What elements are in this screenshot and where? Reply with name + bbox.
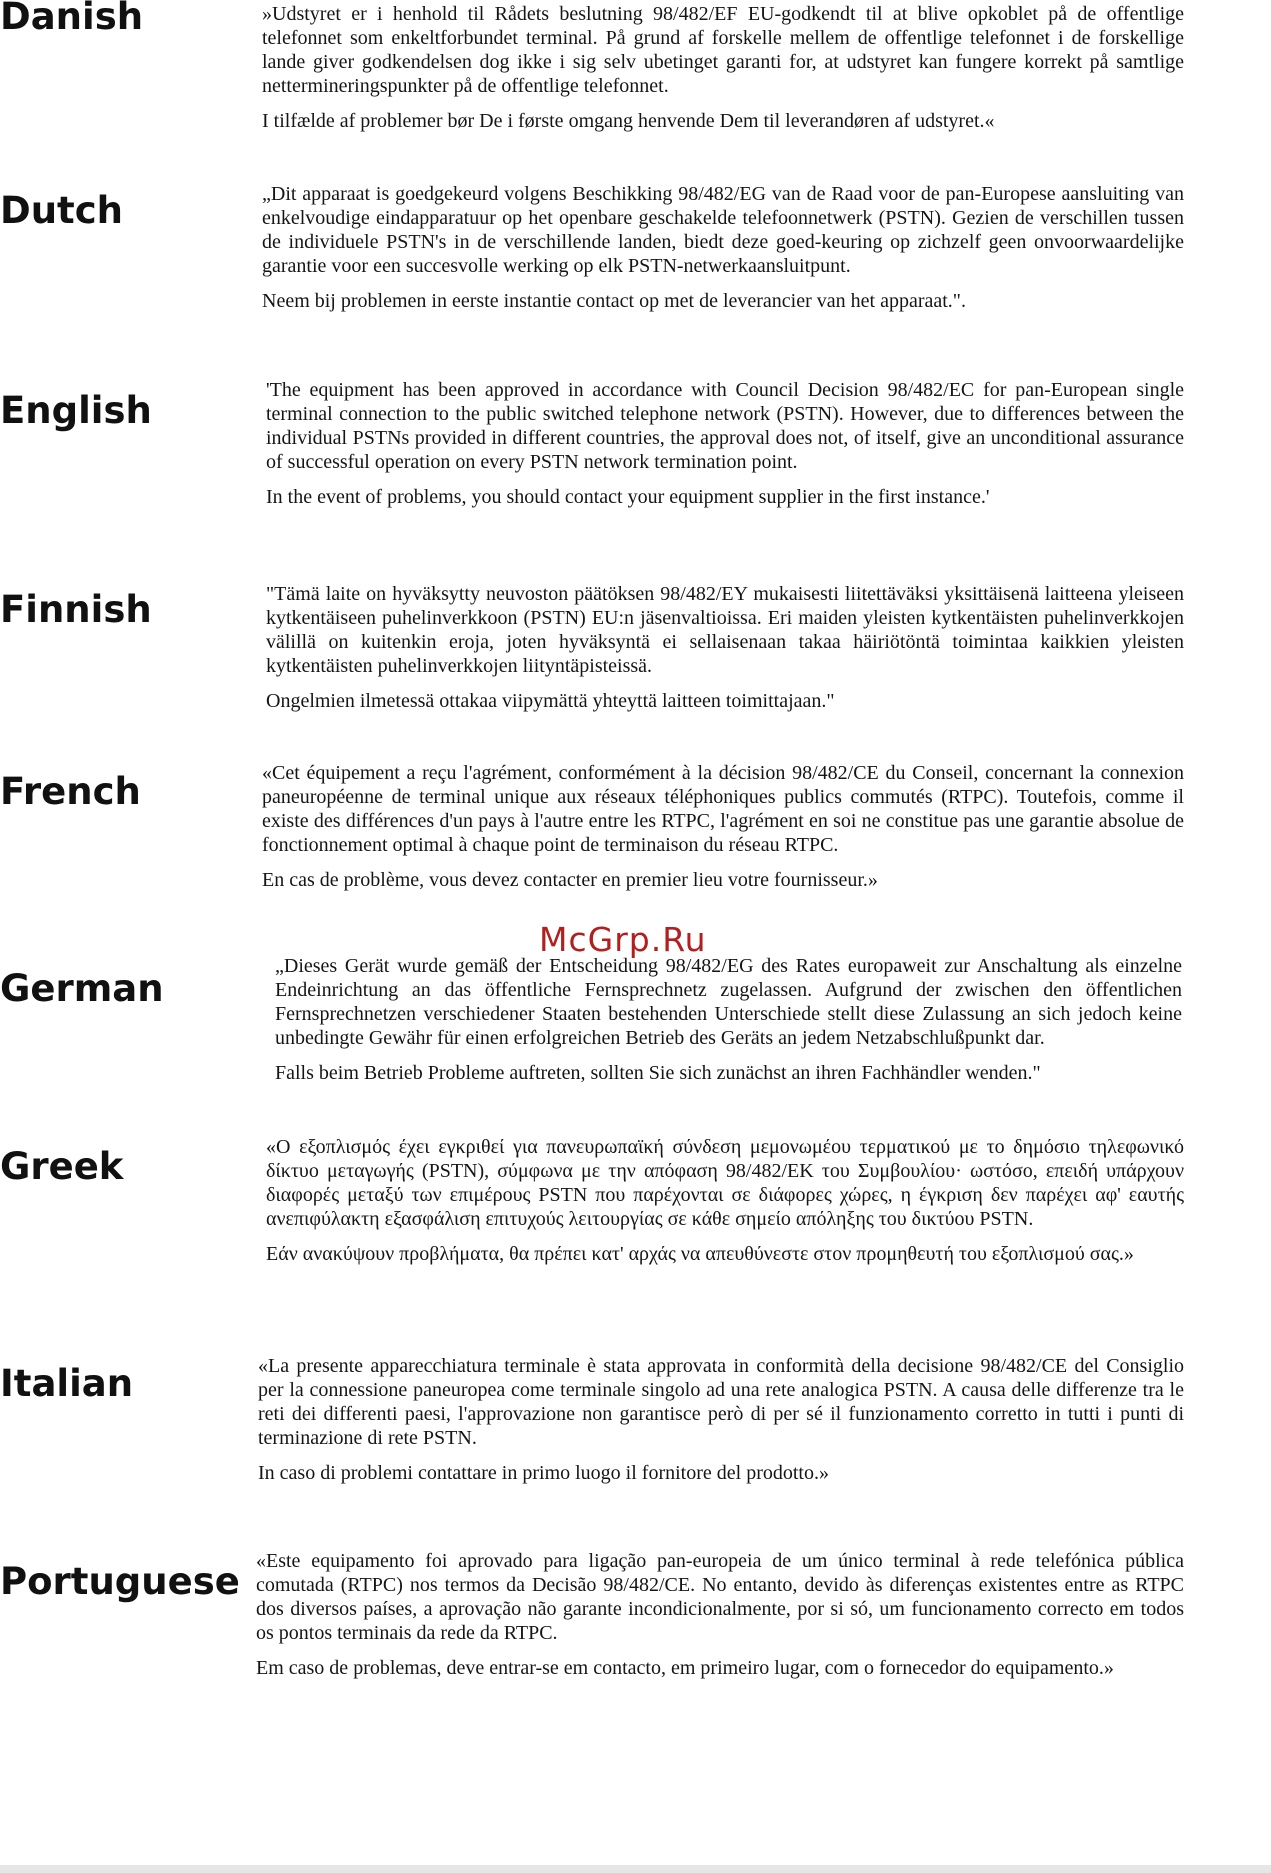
finnish-paragraph-1: "Tämä laite on hyväksytty neuvoston päätöksen 98/482/EY mukaisesti liitettäväksi yksittäisenä laitteena yleiseen kytkentäiseen puhelinverkkoon (PSTN) EU:n jäsenvaltioissa. Eri maiden yleisten kytkentäisten puhelinverkkojen välillä on kuitenkin eroja, joten hyväksyntä ei sellaisenaan takaa häiriötöntä toimintaa kaikkien yleisten kytkentäisten puhelinverkkojen liityntäpisteissä. xyxy=(266,583,1184,677)
section-finnish-text xyxy=(266,582,1184,713)
german-paragraph-2: Falls beim Betrieb Probleme auftreten, sollten Sie sich zunächst an ihren Fachhändler wenden." xyxy=(275,1062,1041,1084)
dutch-paragraph-2: Neem bij problemen in eerste instantie contact op met de leverancier van het apparaat.". xyxy=(262,290,966,312)
portuguese-paragraph-1: «Este equipamento foi aprovado para ligação pan-europeia de um único terminal à rede telefónica pública comutada (RTPC) nos termos da Decisão 98/482/CE. No entanto, devido às diferenças existentes entre as RTPC dos diversos países, a aprovação não garante incondicionalmente, por si só, um funcionamento correcto em todos os pontos terminais da rede da RTPC. xyxy=(256,1550,1184,1644)
section-dutch-text xyxy=(262,182,1184,313)
section-italian-text xyxy=(258,1354,1184,1485)
heading-italian: Italian xyxy=(0,1362,134,1405)
german-paragraph-1: „Dieses Gerät wurde gemäß der Entscheidung 98/482/EG des Rates europaweit zur Anschaltung als einzelne Endeinrichtung an das öffentliche Fernsprechnetz zugelassen. Aufgrund der zwischen den öffentlichen Fernsprechnetzen verschiedener Staaten bestehenden Unterschiede stellt diese Zulassung an sich jedoch keine unbedingte Gewähr für einen erfolgreichen Betrieb des Geräts an jedem Netzabschlußpunkt dar. xyxy=(275,955,1182,1049)
heading-english: English xyxy=(0,389,152,432)
section-greek-text xyxy=(266,1135,1184,1266)
english-paragraph-2: In the event of problems, you should contact your equipment supplier in the first instance.' xyxy=(266,486,990,508)
watermark: McGrp.Ru xyxy=(539,920,707,959)
portuguese-paragraph-2: Em caso de problemas, deve entrar-se em contacto, em primeiro lugar, com o fornecedor do equipamento.» xyxy=(256,1657,1114,1679)
finnish-paragraph-2: Ongelmien ilmetessä ottakaa viipymättä yhteyttä laitteen toimittajaan." xyxy=(266,690,835,712)
section-danish-text xyxy=(262,2,1184,133)
page-bottom-band xyxy=(0,1865,1271,1873)
danish-paragraph-1: »Udstyret er i henhold til Rådets beslutning 98/482/EF EU-godkendt til at blive opkoblet på de offentlige telefonnet som enkeltforbundet terminal. På grund af forskelle mellem de offentlige telefonnet i de forskellige lande giver godkendelsen dog ikke i sig selv ubetinget garanti for, at udstyret kan fungere korrekt på samtlige nettermineringspunkter på de offentlige telefonnet. xyxy=(262,3,1184,97)
heading-french: French xyxy=(0,770,141,813)
heading-german: German xyxy=(0,967,164,1010)
section-english-text xyxy=(266,378,1184,509)
greek-paragraph-2: Εάν ανακύψουν προβλήματα, θα πρέπει κατ' αρχάς να απευθύνεστε στον προμηθευτή του εξοπλισμού σας.» xyxy=(266,1243,1134,1265)
danish-paragraph-2: I tilfælde af problemer bør De i første omgang henvende Dem til leverandøren af udstyret.« xyxy=(262,110,995,132)
italian-paragraph-1: «La presente apparecchiatura terminale è stata approvata in conformità della decisione 98/482/CE del Consiglio per la connessione paneuropea come terminale singolo ad una rete analogica PSTN. A causa delle differenze tra le reti dei differenti paesi, l'approvazione non garantisce però di per sé il funzionamento corretto in tutti i punti di terminazione di rete PSTN. xyxy=(258,1355,1184,1449)
heading-dutch: Dutch xyxy=(0,189,124,232)
french-paragraph-1: «Cet équipement a reçu l'agrément, conformément à la décision 98/482/CE du Conseil, concernant la connexion paneuropéenne de terminal unique aux réseaux téléphoniques publics commutés (RTPC). Toutefois, comme il existe des différences d'un pays à l'autre entre les RTPC, l'agrément en soi ne constitue pas une garantie absolue de fonctionnement optimal à chaque point de terminaison du réseau RTPC. xyxy=(262,762,1184,856)
dutch-paragraph-1: „Dit apparaat is goedgekeurd volgens Beschikking 98/482/EG van de Raad voor de pan-Europese aansluiting van enkelvoudige eindapparatuur op het openbare geschakelde telefoonnetwerk (PSTN). Gezien de verschillen tussen de individuele PSTN's in de verschillende landen, biedt deze goed-keuring op zichzelf geen onvoorwaardelijke garantie voor een succesvolle werking op elk PSTN-netwerkaansluitpunt. xyxy=(262,183,1184,277)
italian-paragraph-2: In caso di problemi contattare in primo luogo il fornitore del prodotto.» xyxy=(258,1462,829,1484)
english-paragraph-1: 'The equipment has been approved in accordance with Council Decision 98/482/EC for pan-European single terminal connection to the public switched telephone network (PSTN). However, due to differences between the individual PSTNs provided in different countries, the approval does not, of itself, give an unconditional assurance of successful operation on every PSTN network termination point. xyxy=(266,379,1184,473)
heading-greek: Greek xyxy=(0,1145,124,1188)
greek-paragraph-1: «Ο εξοπλισμός έχει εγκριθεί για πανευρωπαϊκή σύνδεση μεμονωμέου τερματικού με το δημόσιο τηλεφωνικό δίκτυο μεταγωγής (PSTN), σύμφωνα με την απόφαση 98/482/ΕΚ του Συμβουλίου· ωστόσο, επειδή υπάρχουν διαφορές μεταξύ των επιμέρους PSTN που παρέχονται σε διάφορες χώρες, η έγκριση δεν παρέχει αφ' εαυτής ανεπιφύλακτη εξασφάλιση επιτυχούς λειτουργίας σε κάθε σημείο απόληξης του δικτύου PSTN. xyxy=(266,1136,1184,1230)
section-french-text xyxy=(262,761,1184,892)
french-paragraph-2: En cas de problème, vous devez contacter en premier lieu votre fournisseur.» xyxy=(262,869,878,891)
section-portuguese-text xyxy=(256,1549,1184,1680)
heading-finnish: Finnish xyxy=(0,588,152,631)
section-german-text xyxy=(275,954,1182,1085)
heading-danish: Danish xyxy=(0,0,144,38)
heading-portuguese: Portuguese xyxy=(0,1560,240,1603)
